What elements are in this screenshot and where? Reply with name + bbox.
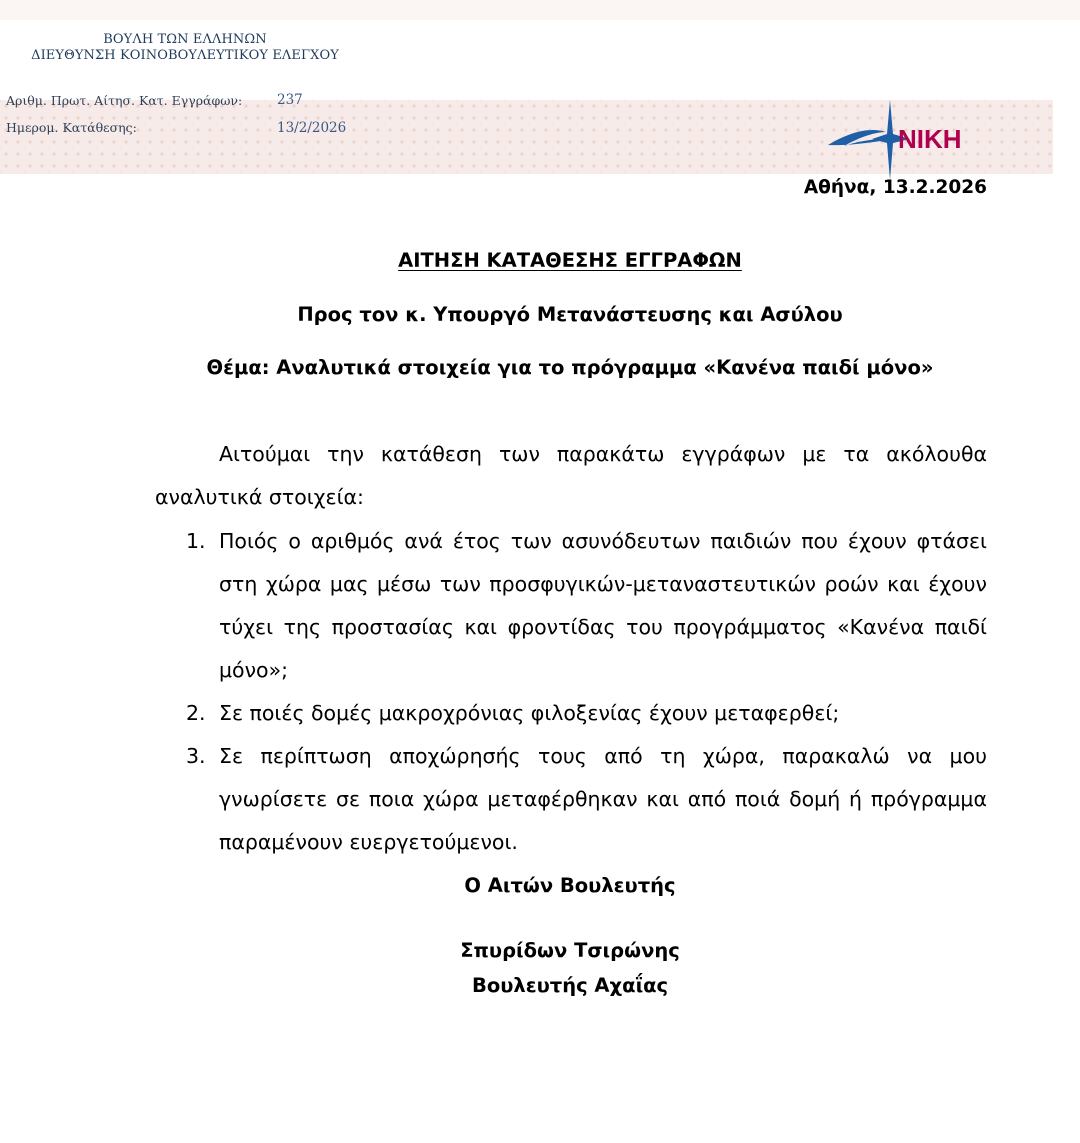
filing-date-value: 13/2/2026 <box>277 120 347 136</box>
list-item <box>155 520 987 692</box>
list-item-text: Ποιός ο αριθμός ανά έτος των ασυνόδευτων παιδιών που έχουν φτάσει στη χώρα μας μέσω των προσφυγικών-μεταναστευτικών ροών και έχουν τύχει της προστασίας και φροντίδας του προγράμματος «Κανένα παιδί μόνο»; <box>219 529 987 682</box>
recipient: Προς τον κ. Υπουργό Μετανάστευσης και Ασύλου <box>297 303 843 326</box>
list-item-text: Σε ποιές δομές μακροχρόνιας φιλοξενίας έχουν μεταφερθεί; <box>219 701 840 725</box>
signature-name: Σπυρίδων Τσιρώνης <box>460 939 680 962</box>
filing-date-label: Ημερομ. Κατάθεσης: <box>6 120 137 135</box>
questions-list <box>155 520 987 864</box>
niki-party-logo <box>824 96 994 182</box>
top-strip <box>0 0 1080 20</box>
filing-number-label: Αριθμ. Πρωτ. Αίτησ. Κατ. Εγγράφων: <box>6 93 243 108</box>
signature-title: Βουλευτής Αχαΐας <box>471 974 669 997</box>
parliament-name: ΒΟΥΛΗ ΤΩΝ ΕΛΛΗΝΩΝ <box>103 32 267 47</box>
list-item <box>155 692 987 735</box>
filing-number-value: 237 <box>277 92 303 108</box>
subject: Θέμα: Αναλυτικά στοιχεία για το πρόγραμμα «Κανένα παιδί μόνο» <box>206 356 934 379</box>
intro-paragraph <box>155 433 987 519</box>
list-item <box>155 735 987 864</box>
place-and-date: Αθήνα, 13.2.2026 <box>803 177 987 198</box>
logo-text: ΝΙΚΗ <box>898 124 962 154</box>
directorate-name: ΔΙΕΥΘΥΝΣΗ ΚΟΙΝΟΒΟΥΛΕΥΤΙΚΟΥ ΕΛΕΓΧΟΥ <box>31 48 339 63</box>
document-title: ΑΙΤΗΣΗ ΚΑΤΑΘΕΣΗΣ ΕΓΓΡΑΦΩΝ <box>398 249 742 272</box>
list-item-text: Σε περίπτωση αποχώρησής τους από τη χώρα, παρακαλώ να μου γνωρίσετε σε ποια χώρα μεταφέρθηκαν και από ποιά δομή ή πρόγραμμα παραμένουν ευεργετούμενοι. <box>219 744 987 854</box>
intro-text: Αιτούμαι την κατάθεση των παρακάτω εγγράφων με τα ακόλουθα αναλυτικά στοιχεία: <box>155 442 987 509</box>
list-item-number: 2. <box>186 701 206 725</box>
list-item-number: 1. <box>186 529 206 553</box>
list-item-number: 3. <box>186 744 206 768</box>
parliament-header <box>0 32 370 64</box>
signature-role: Ο Αιτών Βουλευτής <box>464 874 676 897</box>
